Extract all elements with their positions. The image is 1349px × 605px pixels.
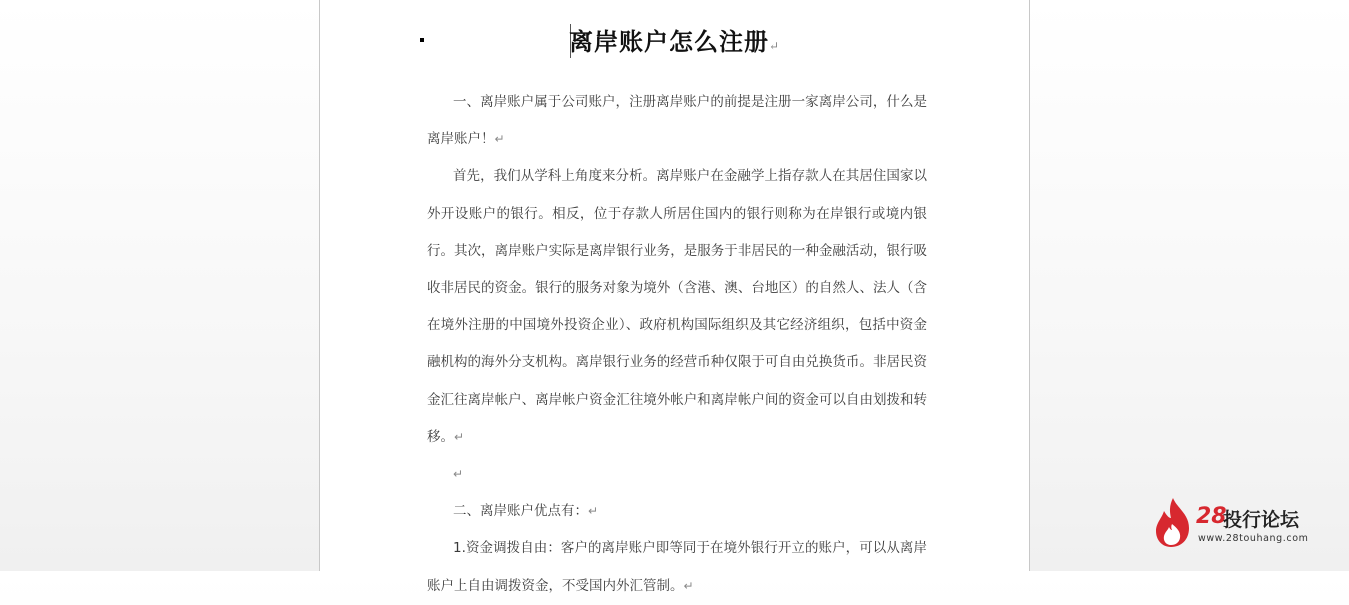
empty-paragraph — [427, 456, 927, 493]
document-page — [319, 0, 1030, 594]
paragraph-mark-icon: ↵ — [768, 39, 781, 53]
paragraph-mark-icon: ↵ — [683, 578, 694, 593]
flame-icon — [1153, 496, 1193, 548]
paragraph-mark-icon: ↵ — [588, 504, 599, 519]
paragraph-text: 二、离岸账户优点有： — [453, 503, 588, 520]
paragraph-mark-icon: ↵ — [454, 429, 465, 444]
document-body[interactable] — [427, 84, 927, 605]
paragraph-mark-icon: ↵ — [494, 132, 505, 147]
brand-number: 28 — [1196, 504, 1227, 529]
paragraph — [427, 84, 927, 158]
brand-url: www.28touhang.com — [1198, 533, 1309, 544]
paragraph-text: 一、离岸账户属于公司账户，注册离岸账户的前提是注册一家离岸公司，什么是离岸账户！ — [427, 94, 927, 148]
brand-name: 投行论坛 — [1223, 509, 1300, 531]
watermark-logo — [1153, 496, 1333, 548]
paragraph — [427, 493, 927, 530]
document-title[interactable] — [320, 22, 1029, 57]
paragraph-text: 首先，我们从学科上角度来分析。离岸账户在金融学上指存款人在其居住国家以外开设账户的银行。相反，位于存款人所居住国内的银行则称为在岸银行或境内银行。其次，离岸账户实际是离岸银行业务，是服务于非居民的一种金融活动，银行吸收非居民的资金。银行的服务对象为境外（含港、澳、台地区）的自然人、法人（含在境外注册的中国境外投资企业）、政府机构国际组织及其它经济组织，包括中资金融机构的海外分支机构。离岸银行业务的经营币种仅限于可自由兑换货币。非居民资金汇往离岸帐户、离岸帐户资金汇往境外帐户和离岸帐户间的资金可以自由划拨和转移。 — [427, 168, 927, 445]
paragraph — [427, 158, 927, 456]
paragraph-mark-icon: ↵ — [453, 467, 464, 482]
paragraph — [427, 530, 927, 604]
title-text: 离岸账户怎么注册 — [568, 27, 769, 56]
paragraph-text: 1.资金调拨自由：客户的离岸账户即等同于在境外银行开立的账户，可以从离岸账户上自由调拨资金，不受国内外汇管制。 — [427, 540, 927, 594]
